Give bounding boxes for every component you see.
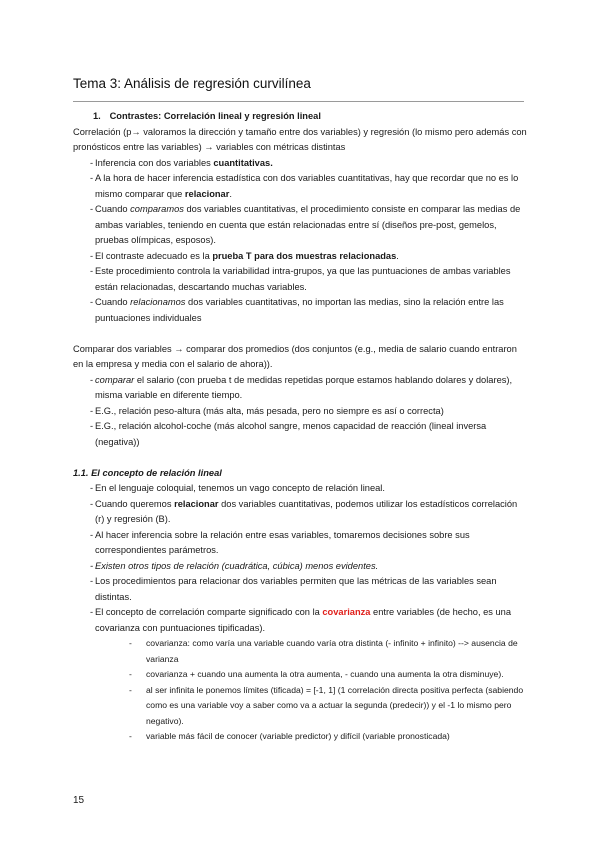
- text: .: [229, 188, 232, 199]
- list-item: - E.G., relación peso-altura (más alta, más pesada, pero no siempre es así o correcta): [73, 404, 528, 420]
- section-number: 1.1.: [73, 467, 89, 478]
- text: El contraste adecuado es la: [95, 250, 213, 261]
- compare-list: [73, 373, 528, 451]
- document-body: [73, 109, 528, 745]
- list-item: [73, 605, 528, 636]
- compare-intro: Comparar dos variables → comparar dos promedios (dos conjuntos (e.g., media de salario cuando entraron en la empresa y media con el salario de ahora)).: [73, 343, 517, 369]
- section1-list: [73, 156, 528, 327]
- text: El concepto de correlación comparte significado con la: [95, 607, 323, 617]
- bold-text: cuantitativas.: [213, 157, 273, 168]
- sub-list-item: - covarianza: como varía una variable cuando varía otra distinta (- infinito + infinito) --> ausencia de varianza: [73, 636, 528, 667]
- text: dos variables cuantitativas, podemos utilizar los estadísticos correlación (r) y regresión (B).: [95, 498, 518, 524]
- section-heading-text: El concepto de relación lineal: [91, 467, 222, 478]
- text: Cuando: [95, 204, 131, 214]
- section-heading-1-1: [73, 466, 528, 482]
- italic-text: comparar: [95, 374, 135, 385]
- list-item: [73, 249, 528, 265]
- sub-list-item: - al ser infinita le ponemos límites (tificada) = [-1, 1] (1 correlación directa positiva perfecta (sabiendo como es una variable voy a saber como va a actuar la segunda (predecir)) y el -1 lo mismo pero negativo).: [73, 683, 528, 730]
- bold-text: prueba T para dos muestras relacionadas: [212, 250, 397, 261]
- text: .: [396, 250, 399, 261]
- list-item: - Los procedimientos para relacionar dos variables permiten que las métricas de las variables sean distintas.: [73, 574, 528, 605]
- list-item: - Al hacer inferencia sobre la relación entre esas variables, tomaremos decisiones sobre sus correspondientes parámetros.: [73, 528, 528, 559]
- text: Inferencia con dos variables: [95, 157, 214, 168]
- list-item: - Este procedimiento controla la variabilidad intra-grupos, ya que las puntuaciones de ambas variables están relacionadas, descartando muchas variables.: [73, 264, 528, 295]
- text: dos variables cuantitativas, no importan las medias, sino la relación entre las puntuaciones individuales: [95, 297, 504, 323]
- list-item: - Existen otros tipos de relación (cuadrática, cúbica) menos evidentes.: [73, 559, 528, 575]
- list-item: [73, 373, 528, 404]
- bold-text: relacionar: [174, 498, 219, 509]
- list-item: [73, 497, 528, 528]
- text: A la hora de hacer inferencia estadística con dos variables cuantitativas, hay que recordar que no es lo mismo comparar que: [95, 173, 519, 199]
- text: dos variables cuantitativas, el procedimiento consiste en comparar las medias de ambas variables, teniendo en cuenta que están relacionadas entre sí (diseños pre-post, gemelos, pruebas olímpicas, esposos).: [95, 204, 521, 245]
- section-heading-text: Contrastes: Correlación lineal y regresión lineal: [109, 111, 321, 121]
- covariance-sublist: [73, 636, 528, 745]
- section-heading-1: [73, 109, 528, 125]
- list-item: - En el lenguaje coloquial, tenemos un vago concepto de relación lineal.: [73, 481, 528, 497]
- text: Cuando: [95, 297, 131, 307]
- list-item: [73, 171, 528, 202]
- section11-list: [73, 481, 528, 636]
- list-item: [73, 156, 528, 172]
- text: el salario (con prueba t de medidas repetidas porque estamos hablando dolares y dolares), misma variable en diferente tiempo.: [95, 374, 513, 400]
- page-number: 15: [73, 795, 85, 806]
- italic-text: relacionamos: [130, 297, 186, 307]
- highlighted-text: covarianza: [322, 607, 371, 617]
- section-number: 1.: [93, 111, 101, 121]
- spacer: [73, 450, 528, 466]
- text: Cuando queremos: [95, 498, 175, 509]
- sub-list-item: - variable más fácil de conocer (variable predictor) y difícil (variable pronosticada): [73, 729, 528, 745]
- spacer: [73, 326, 528, 342]
- text: entre variables (de hecho, es una covarianza con puntuaciones tipificadas).: [95, 607, 512, 633]
- list-item: [73, 295, 528, 326]
- list-item: [73, 202, 528, 249]
- title-divider: [73, 101, 524, 102]
- bold-text: relacionar: [184, 188, 230, 199]
- sub-list-item: - covarianza + cuando una aumenta la otra aumenta, - cuando una aumenta la otra disminuye).: [73, 667, 528, 683]
- page-title: Tema 3: Análisis de regresión curvilínea: [73, 76, 311, 91]
- list-item: - E.G., relación alcohol-coche (más alcohol sangre, menos capacidad de reacción (lineal inversa (negativa)): [73, 419, 528, 450]
- italic-text: comparamos: [130, 204, 184, 214]
- section1-intro: Correlación (p→ valoramos la dirección y tamaño entre dos variables) y regresión (lo mismo pero además con pronósticos entre las variables) → variables con métricas distintas: [73, 126, 527, 152]
